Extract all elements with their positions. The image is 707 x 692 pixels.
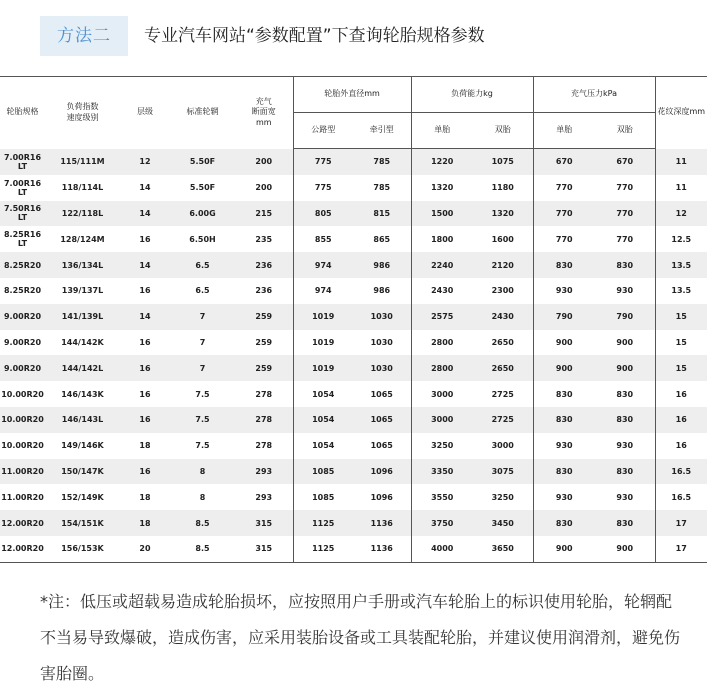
tire-spec-table <box>0 76 707 563</box>
table-cell: 115/111M <box>45 149 120 175</box>
table-row <box>0 355 707 381</box>
table-cell: 3075 <box>473 459 533 485</box>
table-cell: 18 <box>139 441 151 451</box>
table-cell: 11 <box>675 183 687 193</box>
table-cell: 7 <box>170 355 235 381</box>
table-cell: 13.5 <box>671 286 692 296</box>
table-cell: 152/149K <box>61 492 104 502</box>
table-cell: 775 <box>293 149 353 175</box>
table-cell: 7 <box>170 304 235 330</box>
table-cell: 17 <box>655 510 707 536</box>
table-row <box>0 149 707 175</box>
table-cell: 16 <box>675 389 687 399</box>
table-cell: 770 <box>595 226 655 252</box>
table-cell: 14 <box>120 201 170 227</box>
table-cell: 930 <box>555 492 573 502</box>
table-cell: 770 <box>595 201 655 227</box>
header-load-speed: 负荷指数 速度级别 <box>45 77 120 149</box>
table-cell: 8 <box>199 492 206 502</box>
table-cell: 14 <box>120 252 170 278</box>
header-spec: 轮胎规格 <box>0 77 45 149</box>
section-header <box>0 0 707 76</box>
table-cell: 16 <box>139 234 151 244</box>
table-cell: 3250 <box>473 484 533 510</box>
header-load-capacity: 负荷能力kg <box>411 77 533 113</box>
table-cell: 785 <box>353 175 411 201</box>
table-cell: 815 <box>353 201 411 227</box>
table-cell: 1500 <box>411 201 473 227</box>
table-cell: 1019 <box>293 304 353 330</box>
table-row <box>0 536 707 562</box>
table-row <box>0 433 707 459</box>
table-cell: 1075 <box>473 149 533 175</box>
table-cell: 7.5 <box>170 407 235 433</box>
table-cell: 11.00R20 <box>1 492 44 502</box>
table-cell: 770 <box>555 183 573 193</box>
table-cell: 1019 <box>312 337 335 347</box>
table-cell: 930 <box>595 433 655 459</box>
table-row <box>0 304 707 330</box>
table-cell: 278 <box>235 407 293 433</box>
table-cell: 8.25R20 <box>0 252 45 278</box>
table-cell: 2120 <box>473 252 533 278</box>
table-cell: 670 <box>595 149 655 175</box>
table-row <box>0 459 707 485</box>
table-cell: 9.00R20 <box>0 304 45 330</box>
header-traction: 牵引型 <box>353 113 411 149</box>
table-cell: 200 <box>235 175 293 201</box>
table-cell: 805 <box>293 201 353 227</box>
header-load-dual: 双胎 <box>473 113 533 149</box>
table-cell: 830 <box>595 252 655 278</box>
table-row <box>0 226 707 252</box>
table-cell: 150/147K <box>45 459 120 485</box>
table-cell: 974 <box>314 286 332 296</box>
table-cell: 7.00R16 LT <box>3 178 42 197</box>
table-cell: 16 <box>675 441 687 451</box>
table-cell: 136/134L <box>45 252 120 278</box>
table-cell: 1030 <box>353 355 411 381</box>
table-cell: 128/124M <box>60 234 105 244</box>
header-load-single: 单胎 <box>411 113 473 149</box>
table-cell: 830 <box>555 389 573 399</box>
table-cell: 3550 <box>431 492 454 502</box>
table-cell: 18 <box>120 510 170 536</box>
table-cell: 1085 <box>312 492 335 502</box>
table-cell: 2650 <box>473 355 533 381</box>
table-cell: 16 <box>139 389 151 399</box>
table-cell: 830 <box>533 510 595 536</box>
table-cell: 9.00R20 <box>3 337 42 347</box>
table-cell: 1136 <box>353 536 411 562</box>
table-cell: 900 <box>533 355 595 381</box>
table-cell: 930 <box>555 441 573 451</box>
table-cell: 315 <box>235 536 293 562</box>
table-cell: 1054 <box>312 441 335 451</box>
table-cell: 855 <box>314 234 332 244</box>
header-pressure-single: 单胎 <box>533 113 595 149</box>
table-cell: 900 <box>533 536 595 562</box>
table-cell: 15 <box>675 337 687 347</box>
table-cell: 830 <box>595 510 655 536</box>
table-cell: 4000 <box>411 536 473 562</box>
table-cell: 11 <box>655 149 707 175</box>
table-cell: 2800 <box>431 337 454 347</box>
table-cell: 13.5 <box>655 252 707 278</box>
table-cell: 7.00R16 LT <box>0 149 45 175</box>
table-cell: 12.5 <box>671 234 692 244</box>
table-cell: 146/143L <box>45 407 120 433</box>
table-cell: 6.50H <box>189 234 216 244</box>
table-cell: 16 <box>139 286 151 296</box>
table-cell: 2300 <box>473 278 533 304</box>
table-cell: 12 <box>120 149 170 175</box>
table-cell: 10.00R20 <box>0 407 45 433</box>
table-cell: 8.25R16 LT <box>3 230 42 249</box>
table-cell: 16 <box>120 459 170 485</box>
table-cell: 18 <box>139 492 151 502</box>
table-cell: 2650 <box>473 330 533 356</box>
table-cell: 16.5 <box>655 459 707 485</box>
table-cell: 930 <box>595 484 655 510</box>
table-cell: 293 <box>235 484 293 510</box>
table-cell: 5.50F <box>189 183 216 193</box>
table-cell: 215 <box>235 201 293 227</box>
table-cell: 122/118L <box>45 201 120 227</box>
table-row <box>0 330 707 356</box>
table-cell: 200 <box>235 149 293 175</box>
table-row <box>0 407 707 433</box>
table-cell: 8.5 <box>170 510 235 536</box>
table-cell: 830 <box>595 381 655 407</box>
table-cell: 278 <box>235 433 293 459</box>
header-width: 充气 断面宽 mm <box>235 77 293 149</box>
table-cell: 785 <box>353 149 411 175</box>
header-rim: 标准轮辋 <box>170 77 235 149</box>
table-cell: 10.00R20 <box>1 389 44 399</box>
table-cell: 3350 <box>411 459 473 485</box>
table-row <box>0 252 707 278</box>
table-cell: 2430 <box>431 286 454 296</box>
table-cell: 20 <box>120 536 170 562</box>
table-cell: 16.5 <box>671 492 692 502</box>
table-cell: 17 <box>655 536 707 562</box>
table-body <box>0 149 707 563</box>
header-pressure: 充气压力kPa <box>533 77 655 113</box>
table-row <box>0 201 707 227</box>
table-cell: 974 <box>293 252 353 278</box>
table-cell: 7 <box>199 337 206 347</box>
table-cell: 315 <box>235 510 293 536</box>
table-cell: 2240 <box>411 252 473 278</box>
table-cell: 3450 <box>473 510 533 536</box>
table-cell: 1065 <box>353 433 411 459</box>
table-cell: 12.00R20 <box>0 536 45 562</box>
table-cell: 15 <box>655 304 707 330</box>
table-cell: 3750 <box>411 510 473 536</box>
table-cell: 15 <box>655 355 707 381</box>
table-cell: 144/142L <box>45 355 120 381</box>
section-title: 专业汽车网站“参数配置”下查询轮胎规格参数 <box>144 26 485 46</box>
table-cell: 118/114L <box>61 183 104 193</box>
table-cell: 986 <box>353 252 411 278</box>
table-row <box>0 510 707 536</box>
table-cell: 6.00G <box>170 201 235 227</box>
table-cell: 3000 <box>411 407 473 433</box>
table-cell: 12.00R20 <box>0 510 45 536</box>
table-cell: 259 <box>235 330 293 356</box>
table-cell: 6.5 <box>170 252 235 278</box>
table-cell: 3000 <box>431 389 454 399</box>
table-cell: 2800 <box>411 355 473 381</box>
table-cell: 293 <box>235 459 293 485</box>
table-cell: 830 <box>533 252 595 278</box>
table-cell: 770 <box>533 201 595 227</box>
table-cell: 259 <box>235 355 293 381</box>
table-cell: 1320 <box>473 201 533 227</box>
table-cell: 865 <box>353 226 411 252</box>
table-cell: 3650 <box>473 536 533 562</box>
table-cell: 830 <box>533 407 595 433</box>
table-cell: 16 <box>120 407 170 433</box>
table-row <box>0 278 707 304</box>
table-cell: 141/139L <box>45 304 120 330</box>
table-cell: 900 <box>555 337 573 347</box>
table-cell: 12 <box>655 201 707 227</box>
header-ply: 层级 <box>120 77 170 149</box>
table-cell: 1054 <box>293 407 353 433</box>
table-cell: 156/153K <box>45 536 120 562</box>
table-row <box>0 381 707 407</box>
table-cell: 8.5 <box>170 536 235 562</box>
table-cell: 1065 <box>353 381 411 407</box>
table-cell: 259 <box>235 304 293 330</box>
header-tread-depth: 花纹深度mm <box>655 77 707 149</box>
table-cell: 1096 <box>353 484 411 510</box>
table-cell: 146/143K <box>61 389 104 399</box>
table-cell: 3250 <box>431 441 454 451</box>
header-road: 公路型 <box>293 113 353 149</box>
table-cell: 900 <box>595 330 655 356</box>
table-cell: 6.5 <box>195 286 210 296</box>
table-cell: 1125 <box>293 510 353 536</box>
table-cell: 154/151K <box>45 510 120 536</box>
table-cell: 1320 <box>431 183 454 193</box>
table-cell: 1800 <box>431 234 454 244</box>
table-row <box>0 484 707 510</box>
table-cell: 770 <box>555 234 573 244</box>
table-cell: 2575 <box>411 304 473 330</box>
table-cell: 9.00R20 <box>0 355 45 381</box>
table-cell: 16 <box>139 337 151 347</box>
table-cell: 7.5 <box>195 441 210 451</box>
table-cell: 930 <box>595 278 655 304</box>
table-cell: 1054 <box>312 389 335 399</box>
table-cell: 7.5 <box>195 389 210 399</box>
table-cell: 900 <box>595 355 655 381</box>
table-cell: 7.50R16 LT <box>0 201 45 227</box>
table-cell: 10.00R20 <box>1 441 44 451</box>
table-cell: 930 <box>555 286 573 296</box>
table-cell: 830 <box>595 459 655 485</box>
table-cell: 144/142K <box>61 337 104 347</box>
table-cell: 278 <box>235 381 293 407</box>
table-cell: 2430 <box>473 304 533 330</box>
table-cell: 1019 <box>293 355 353 381</box>
table-cell: 235 <box>235 226 293 252</box>
table-cell: 790 <box>533 304 595 330</box>
table-cell: 830 <box>533 459 595 485</box>
footnote: *注：低压或超载易造成轮胎损坏，应按照用户手册或汽车轮胎上的标识使用轮胎，轮辋配不当易导致爆破，造成伤害，应采用装胎设备或工具装配轮胎，并建议使用润滑剂，避免伤害胎圈。 <box>40 592 681 683</box>
header-pressure-dual: 双胎 <box>595 113 655 149</box>
table-row <box>0 175 707 201</box>
table-cell: 1220 <box>411 149 473 175</box>
table-cell: 770 <box>595 175 655 201</box>
table-cell: 986 <box>353 278 411 304</box>
table-cell: 1125 <box>293 536 353 562</box>
table-cell: 16 <box>655 407 707 433</box>
table-cell: 8.25R20 <box>3 286 42 296</box>
table-cell: 830 <box>595 407 655 433</box>
table-cell: 11.00R20 <box>0 459 45 485</box>
table-cell: 5.50F <box>170 149 235 175</box>
table-cell: 1030 <box>353 304 411 330</box>
table-cell: 14 <box>139 183 151 193</box>
table-cell: 1085 <box>293 459 353 485</box>
table-cell: 790 <box>595 304 655 330</box>
table-cell: 16 <box>120 355 170 381</box>
table-cell: 8 <box>170 459 235 485</box>
table-cell: 149/146K <box>61 441 104 451</box>
table-cell: 1030 <box>353 330 411 356</box>
table-cell: 775 <box>314 183 332 193</box>
table-cell: 1065 <box>353 407 411 433</box>
table-cell: 236 <box>235 278 293 304</box>
table-cell: 2725 <box>473 407 533 433</box>
table-cell: 3000 <box>473 433 533 459</box>
table-cell: 900 <box>595 536 655 562</box>
table-cell: 670 <box>533 149 595 175</box>
table-cell: 2725 <box>473 381 533 407</box>
table-cell: 14 <box>120 304 170 330</box>
table-cell: 1180 <box>473 175 533 201</box>
header-outer-diameter: 轮胎外直径mm <box>293 77 411 113</box>
table-cell: 1096 <box>353 459 411 485</box>
table-cell: 139/137L <box>61 286 104 296</box>
table-cell: 1136 <box>353 510 411 536</box>
method-badge: 方法二 <box>40 16 128 56</box>
table-cell: 1600 <box>473 226 533 252</box>
table-cell: 236 <box>235 252 293 278</box>
